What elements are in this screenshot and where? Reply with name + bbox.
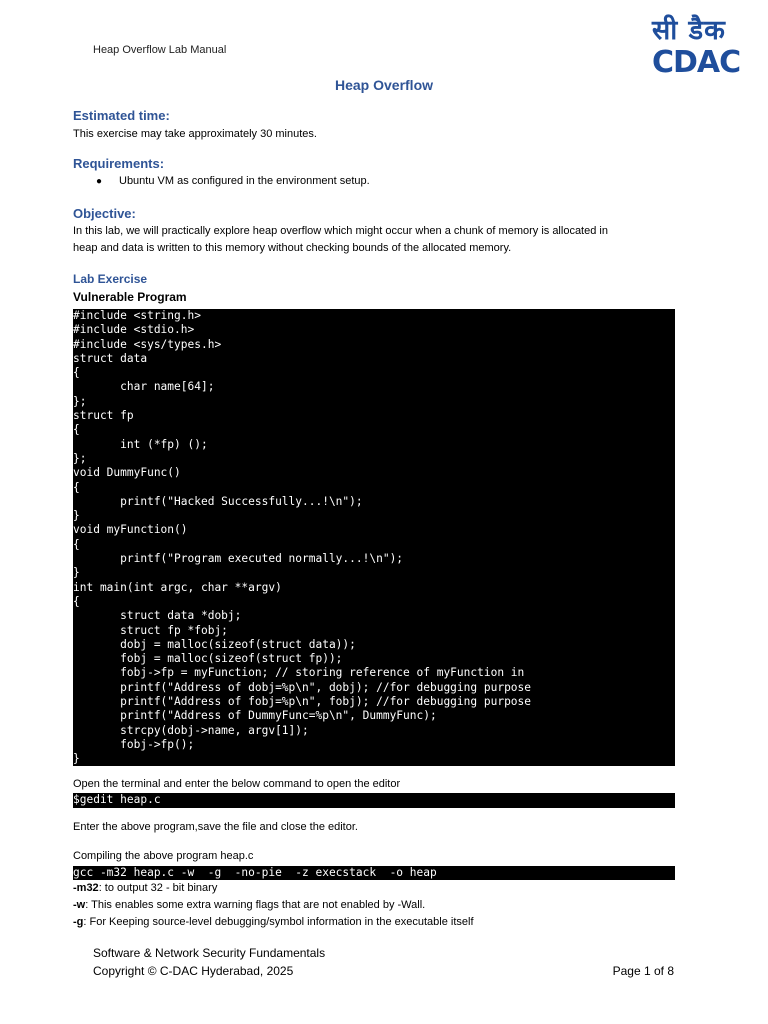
flag-w: -w: This enables some extra warning flags that are not enabled by -Wall. (73, 899, 426, 911)
page-number: Page 1 of 8 (612, 964, 674, 978)
objective-heading: Objective: (73, 206, 136, 221)
logo-hindi-text: सी डैक (652, 15, 726, 46)
page-title: Heap Overflow (334, 77, 434, 93)
footer-copyright: Copyright © C-DAC Hyderabad, 2025 (93, 964, 294, 978)
estimated-time-text: This exercise may take approximately 30 minutes. (73, 128, 317, 140)
code-block: #include <string.h> #include <stdio.h> #include <sys/types.h> struct data { char name[64]; }; struct fp { int (*fp) (); }; void DummyFunc() { printf("Hacked Successfully...!\n"); } void myFunction() { printf("Program executed normally...!\n"); } int main(int argc, char **argv) { struct data *dobj; struct fp *fobj; dobj = malloc(sizeof(struct data)); fobj = malloc(sizeof(struct fp)); fobj->fp = myFunction; // storing reference of myFunction in printf("Address of dobj=%p\n", dobj); //for debugging purpose printf("Address of fobj=%p\n", fobj); //for debugging purpose printf("Address of DummyFunc=%p\n", DummyFunc); strcpy(dobj->name, argv[1]); fobj->fp(); } (73, 309, 675, 766)
open-terminal-text: Open the terminal and enter the below command to open the editor (73, 778, 401, 790)
bullet-icon: ● (96, 176, 103, 187)
objective-line-2: heap and data is written to this memory without checking bounds of the allocated memory. (73, 242, 512, 254)
cdac-logo (650, 10, 748, 78)
objective-line-1: In this lab, we will practically explore heap overflow which might occur when a chunk of memory is allocated in (73, 225, 608, 237)
enter-program-text: Enter the above program,save the file and close the editor. (73, 821, 358, 833)
estimated-time-heading: Estimated time: (73, 108, 170, 123)
header-title: Heap Overflow Lab Manual (93, 44, 227, 56)
lab-exercise-heading: Lab Exercise (73, 272, 148, 286)
flag-g: -g: For Keeping source-level debugging/symbol information in the executable itself (73, 916, 474, 928)
compiling-text: Compiling the above program heap.c (73, 850, 254, 862)
vulnerable-program-heading: Vulnerable Program (73, 290, 187, 304)
logo-cdac-text: CDAC (652, 45, 741, 80)
flag-m32: -m32: to output 32 - bit binary (73, 882, 218, 894)
gedit-command: $gedit heap.c (73, 793, 675, 808)
requirements-heading: Requirements: (73, 156, 165, 171)
gcc-command: gcc -m32 heap.c -w -g -no-pie -z execstack -o heap (73, 866, 675, 880)
footer-course: Software & Network Security Fundamentals (93, 946, 326, 960)
requirement-item: Ubuntu VM as configured in the environment setup. (119, 175, 370, 187)
